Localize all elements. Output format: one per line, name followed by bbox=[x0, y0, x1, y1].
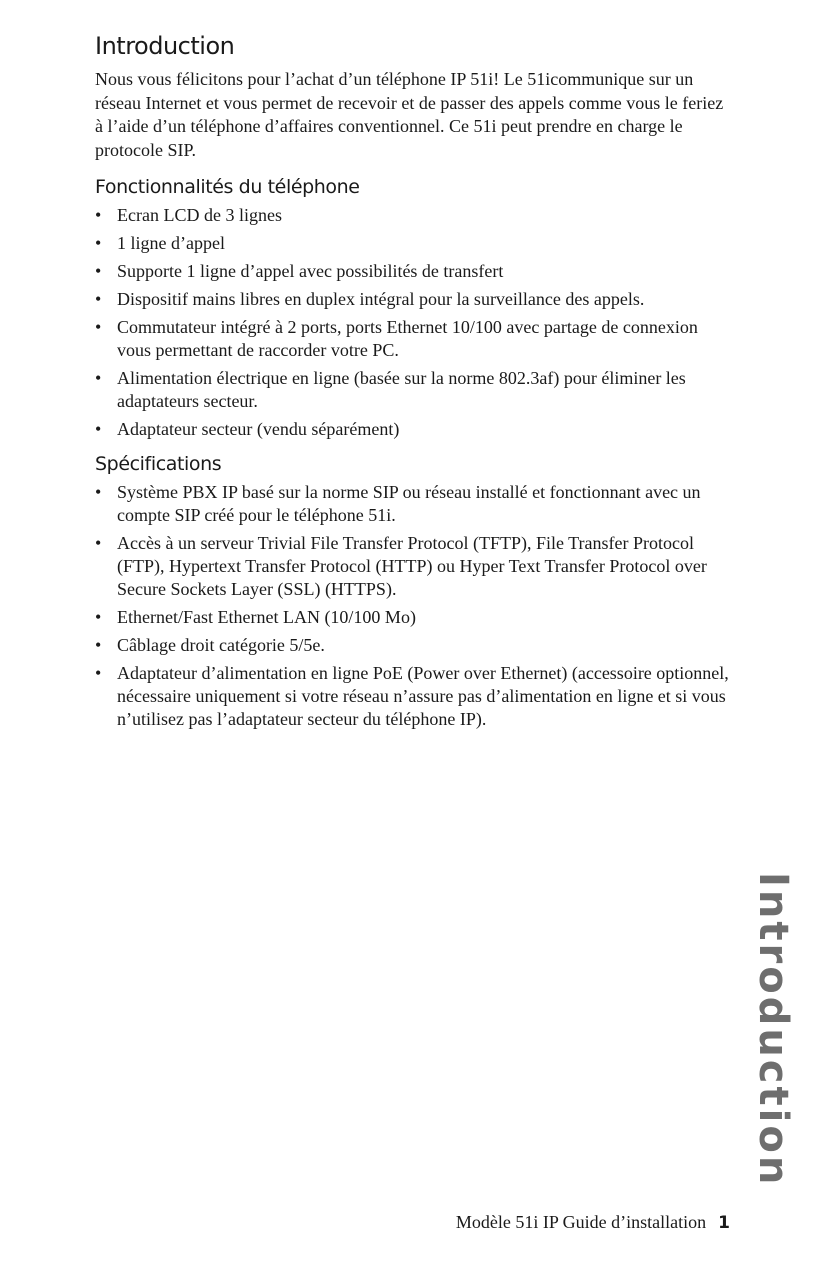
bullet-icon: • bbox=[95, 419, 102, 439]
features-heading: Fonctionnalités du téléphone bbox=[95, 176, 360, 198]
list-item-text: Dispositif mains libres en duplex intégral pour la surveillance des appels. bbox=[117, 289, 645, 309]
bullet-icon: • bbox=[95, 317, 102, 337]
bullet-icon: • bbox=[95, 261, 102, 281]
list-item bbox=[95, 418, 735, 441]
list-item-text: Alimentation électrique en ligne (basée sur la norme 802.3af) pour éliminer les adaptateurs secteur. bbox=[117, 368, 686, 411]
bullet-icon: • bbox=[95, 205, 102, 225]
list-item-text: 1 ligne d’appel bbox=[117, 233, 225, 253]
list-item-text: Système PBX IP basé sur la norme SIP ou réseau installé et fonctionnant avec un compte SIP créé pour le téléphone 51i. bbox=[117, 482, 701, 525]
list-item-text: Câblage droit catégorie 5/5e. bbox=[117, 635, 325, 655]
side-tab-label: Introduction bbox=[750, 872, 796, 1188]
list-item bbox=[95, 232, 735, 255]
list-item-text: Ecran LCD de 3 lignes bbox=[117, 205, 282, 225]
list-item-text: Adaptateur secteur (vendu séparément) bbox=[117, 419, 400, 439]
bullet-icon: • bbox=[95, 663, 102, 683]
list-item-text: Commutateur intégré à 2 ports, ports Ethernet 10/100 avec partage de connexion vous permettant de raccorder votre PC. bbox=[117, 317, 698, 360]
list-item-text: Supporte 1 ligne d’appel avec possibilités de transfert bbox=[117, 261, 504, 281]
bullet-icon: • bbox=[95, 368, 102, 388]
list-item bbox=[95, 662, 735, 731]
list-item-text: Adaptateur d’alimentation en ligne PoE (Power over Ethernet) (accessoire optionnel, nécessaire uniquement si votre réseau n’assure pas d’alimentation en ligne et si vous n’utilisez pas l’adaptateur secteur du téléphone IP). bbox=[117, 663, 729, 729]
page-content bbox=[95, 30, 735, 739]
bullet-icon: • bbox=[95, 635, 102, 655]
page-footer bbox=[456, 1210, 730, 1235]
bullet-icon: • bbox=[95, 607, 102, 627]
section-side-tab bbox=[750, 872, 796, 1188]
page-title: Introduction bbox=[95, 32, 235, 60]
list-item bbox=[95, 367, 735, 413]
footer-text: Modèle 51i IP Guide d’installation bbox=[455, 1212, 707, 1232]
bullet-icon: • bbox=[95, 289, 102, 309]
specifications-list bbox=[95, 481, 735, 731]
page-number: 1 bbox=[718, 1213, 730, 1233]
list-item-text: Accès à un serveur Trivial File Transfer Protocol (TFTP), File Transfer Protocol (FTP), Hypertext Transfer Protocol (HTTP) ou Hyper Text Transfer Protocol over Secure Sockets Layer (SSL) (HTTPS). bbox=[117, 533, 707, 599]
bullet-icon: • bbox=[95, 533, 102, 553]
list-item bbox=[95, 204, 735, 227]
intro-paragraph: Nous vous félicitons pour l’achat d’un téléphone IP 51i! Le 51icommunique sur un réseau Internet et vous permet de recevoir et de passer des appels comme vous le feriez à l’aide d’un téléphone d’affaires conventionnel. Ce 51i peut prendre en charge le protocole SIP. bbox=[95, 69, 724, 160]
list-item bbox=[95, 481, 735, 527]
bullet-icon: • bbox=[95, 233, 102, 253]
list-item bbox=[95, 260, 735, 283]
features-list bbox=[95, 204, 735, 441]
list-item bbox=[95, 634, 735, 657]
list-item bbox=[95, 532, 735, 601]
specifications-heading: Spécifications bbox=[95, 453, 222, 475]
list-item-text: Ethernet/Fast Ethernet LAN (10/100 Mo) bbox=[117, 607, 416, 627]
list-item bbox=[95, 606, 735, 629]
list-item bbox=[95, 316, 735, 362]
list-item bbox=[95, 288, 735, 311]
bullet-icon: • bbox=[95, 482, 102, 502]
